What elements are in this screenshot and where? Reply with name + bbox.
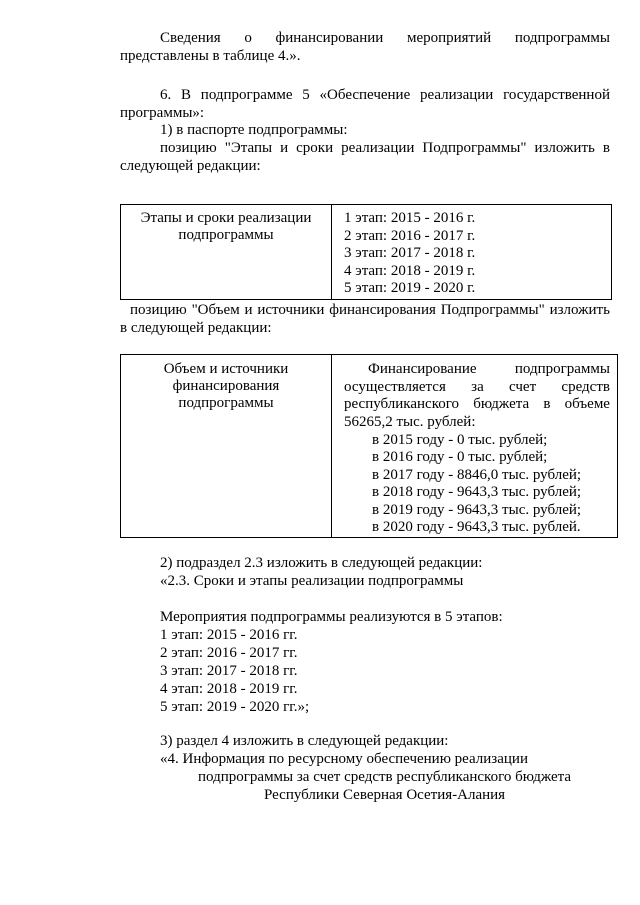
stage-row: 2 этап: 2016 - 2017 г. [344, 228, 476, 244]
item6-line-2: программы»: [120, 105, 205, 121]
pos2-line-2: в следующей редакции: [120, 320, 272, 336]
word: мероприятий [406, 30, 492, 46]
financing-year-row: в 2018 году - 9643,3 тыс. рублей; [372, 484, 582, 500]
word: и [280, 140, 289, 156]
word: подпрограммы [514, 361, 610, 377]
financing-year-row: в 2019 году - 9643,3 тыс. рублей; [372, 502, 582, 518]
word: республиканского [344, 396, 459, 412]
word: объеме [564, 396, 610, 412]
section2-stage: 5 этап: 2019 - 2020 гг.»; [160, 699, 310, 715]
section2-intro: Мероприятия подпрограммы реализуются в 5 этапов: [160, 609, 503, 625]
label-line: подпрограммы [178, 227, 274, 243]
pos2-line-1 [130, 302, 610, 319]
word: 5 [302, 87, 310, 103]
word: В [181, 87, 192, 103]
word: и [244, 302, 253, 318]
word: государственной [503, 87, 610, 103]
word: Финансирование [368, 361, 477, 377]
word: "Этапы [224, 140, 273, 156]
stage-row: 3 этап: 2017 - 2018 г. [344, 245, 476, 261]
word: финансирования [329, 302, 436, 318]
stage-row: 5 этап: 2019 - 2020 г. [344, 280, 476, 296]
label-line: Объем и источники [163, 361, 289, 377]
word: 6. [160, 87, 172, 103]
financing-table-divider [331, 354, 332, 538]
item6-pos1-line-1 [160, 140, 610, 157]
section2-stage: 3 этап: 2017 - 2018 гг. [160, 663, 298, 679]
financing-table-label [121, 361, 331, 412]
word: в [543, 396, 551, 412]
word: реализации [420, 87, 494, 103]
word: в [602, 140, 610, 156]
financing-year-row: в 2016 году - 0 тыс. рублей; [372, 449, 548, 465]
word: "Объем [191, 302, 240, 318]
word: за [471, 379, 484, 395]
financing-text-line-1 [344, 361, 610, 378]
word: Подпрограммы" [422, 140, 527, 156]
word: позицию [160, 140, 217, 156]
word: подпрограмме [200, 87, 293, 103]
word: Сведения [160, 30, 221, 46]
section2-stage: 4 этап: 2018 - 2019 гг. [160, 681, 298, 697]
word: бюджета [473, 396, 530, 412]
section2-stage: 2 этап: 2016 - 2017 гг. [160, 645, 298, 661]
financing-year-row: в 2015 году - 0 тыс. рублей; [372, 432, 548, 448]
section3-heading: 3) раздел 4 изложить в следующей редакции: [160, 733, 449, 749]
label-line: финансирования [172, 378, 280, 394]
word: «Обеспечение [319, 87, 411, 103]
word: счет [509, 379, 537, 395]
word: сроки [296, 140, 334, 156]
word: изложить [534, 140, 595, 156]
word: подпрограммы [514, 30, 610, 46]
item6-sub1: 1) в паспорте подпрограммы: [160, 122, 348, 138]
section3-title-line-2: подпрограммы за счет средств республиканского бюджета [198, 769, 572, 785]
intro-line-1 [160, 30, 610, 47]
financing-year-row: в 2020 году - 9643,3 тыс. рублей. [372, 519, 581, 535]
word: о [244, 30, 252, 46]
label-line: подпрограммы [178, 395, 274, 411]
word: финансировании [275, 30, 384, 46]
word: Подпрограммы" [440, 302, 545, 318]
section2-stage: 1 этап: 2015 - 2016 гг. [160, 627, 298, 643]
financing-total: 56265,2 тыс. рублей: [344, 414, 476, 430]
word: средств [561, 379, 610, 395]
word: реализации [341, 140, 415, 156]
stage-row: 4 этап: 2018 - 2019 г. [344, 263, 476, 279]
label-line: Этапы и сроки реализации [140, 210, 312, 226]
word: изложить [549, 302, 610, 318]
word: позицию [130, 302, 187, 318]
stages-table-label [121, 210, 331, 244]
section2-heading: 2) подраздел 2.3 изложить в следующей редакции: [160, 555, 483, 571]
section3-title-line-1: «4. Информация по ресурсному обеспечению реализации [160, 751, 528, 767]
financing-text-line-3 [344, 396, 610, 413]
section3-title-line-3: Республики Северная Осетия-Алания [264, 787, 506, 803]
item6-pos1-line-2: следующей редакции: [120, 158, 261, 174]
financing-text-line-2 [344, 379, 610, 396]
word: осуществляется [344, 379, 446, 395]
item6-line-1 [160, 87, 610, 104]
financing-year-row: в 2017 году - 8846,0 тыс. рублей; [372, 467, 582, 483]
stages-table-divider [331, 204, 332, 300]
intro-line-2: представлены в таблице 4.». [120, 48, 301, 64]
stage-row: 1 этап: 2015 - 2016 г. [344, 210, 476, 226]
word: источники [257, 302, 325, 318]
section2-subtitle: «2.3. Сроки и этапы реализации подпрограммы [160, 573, 464, 589]
